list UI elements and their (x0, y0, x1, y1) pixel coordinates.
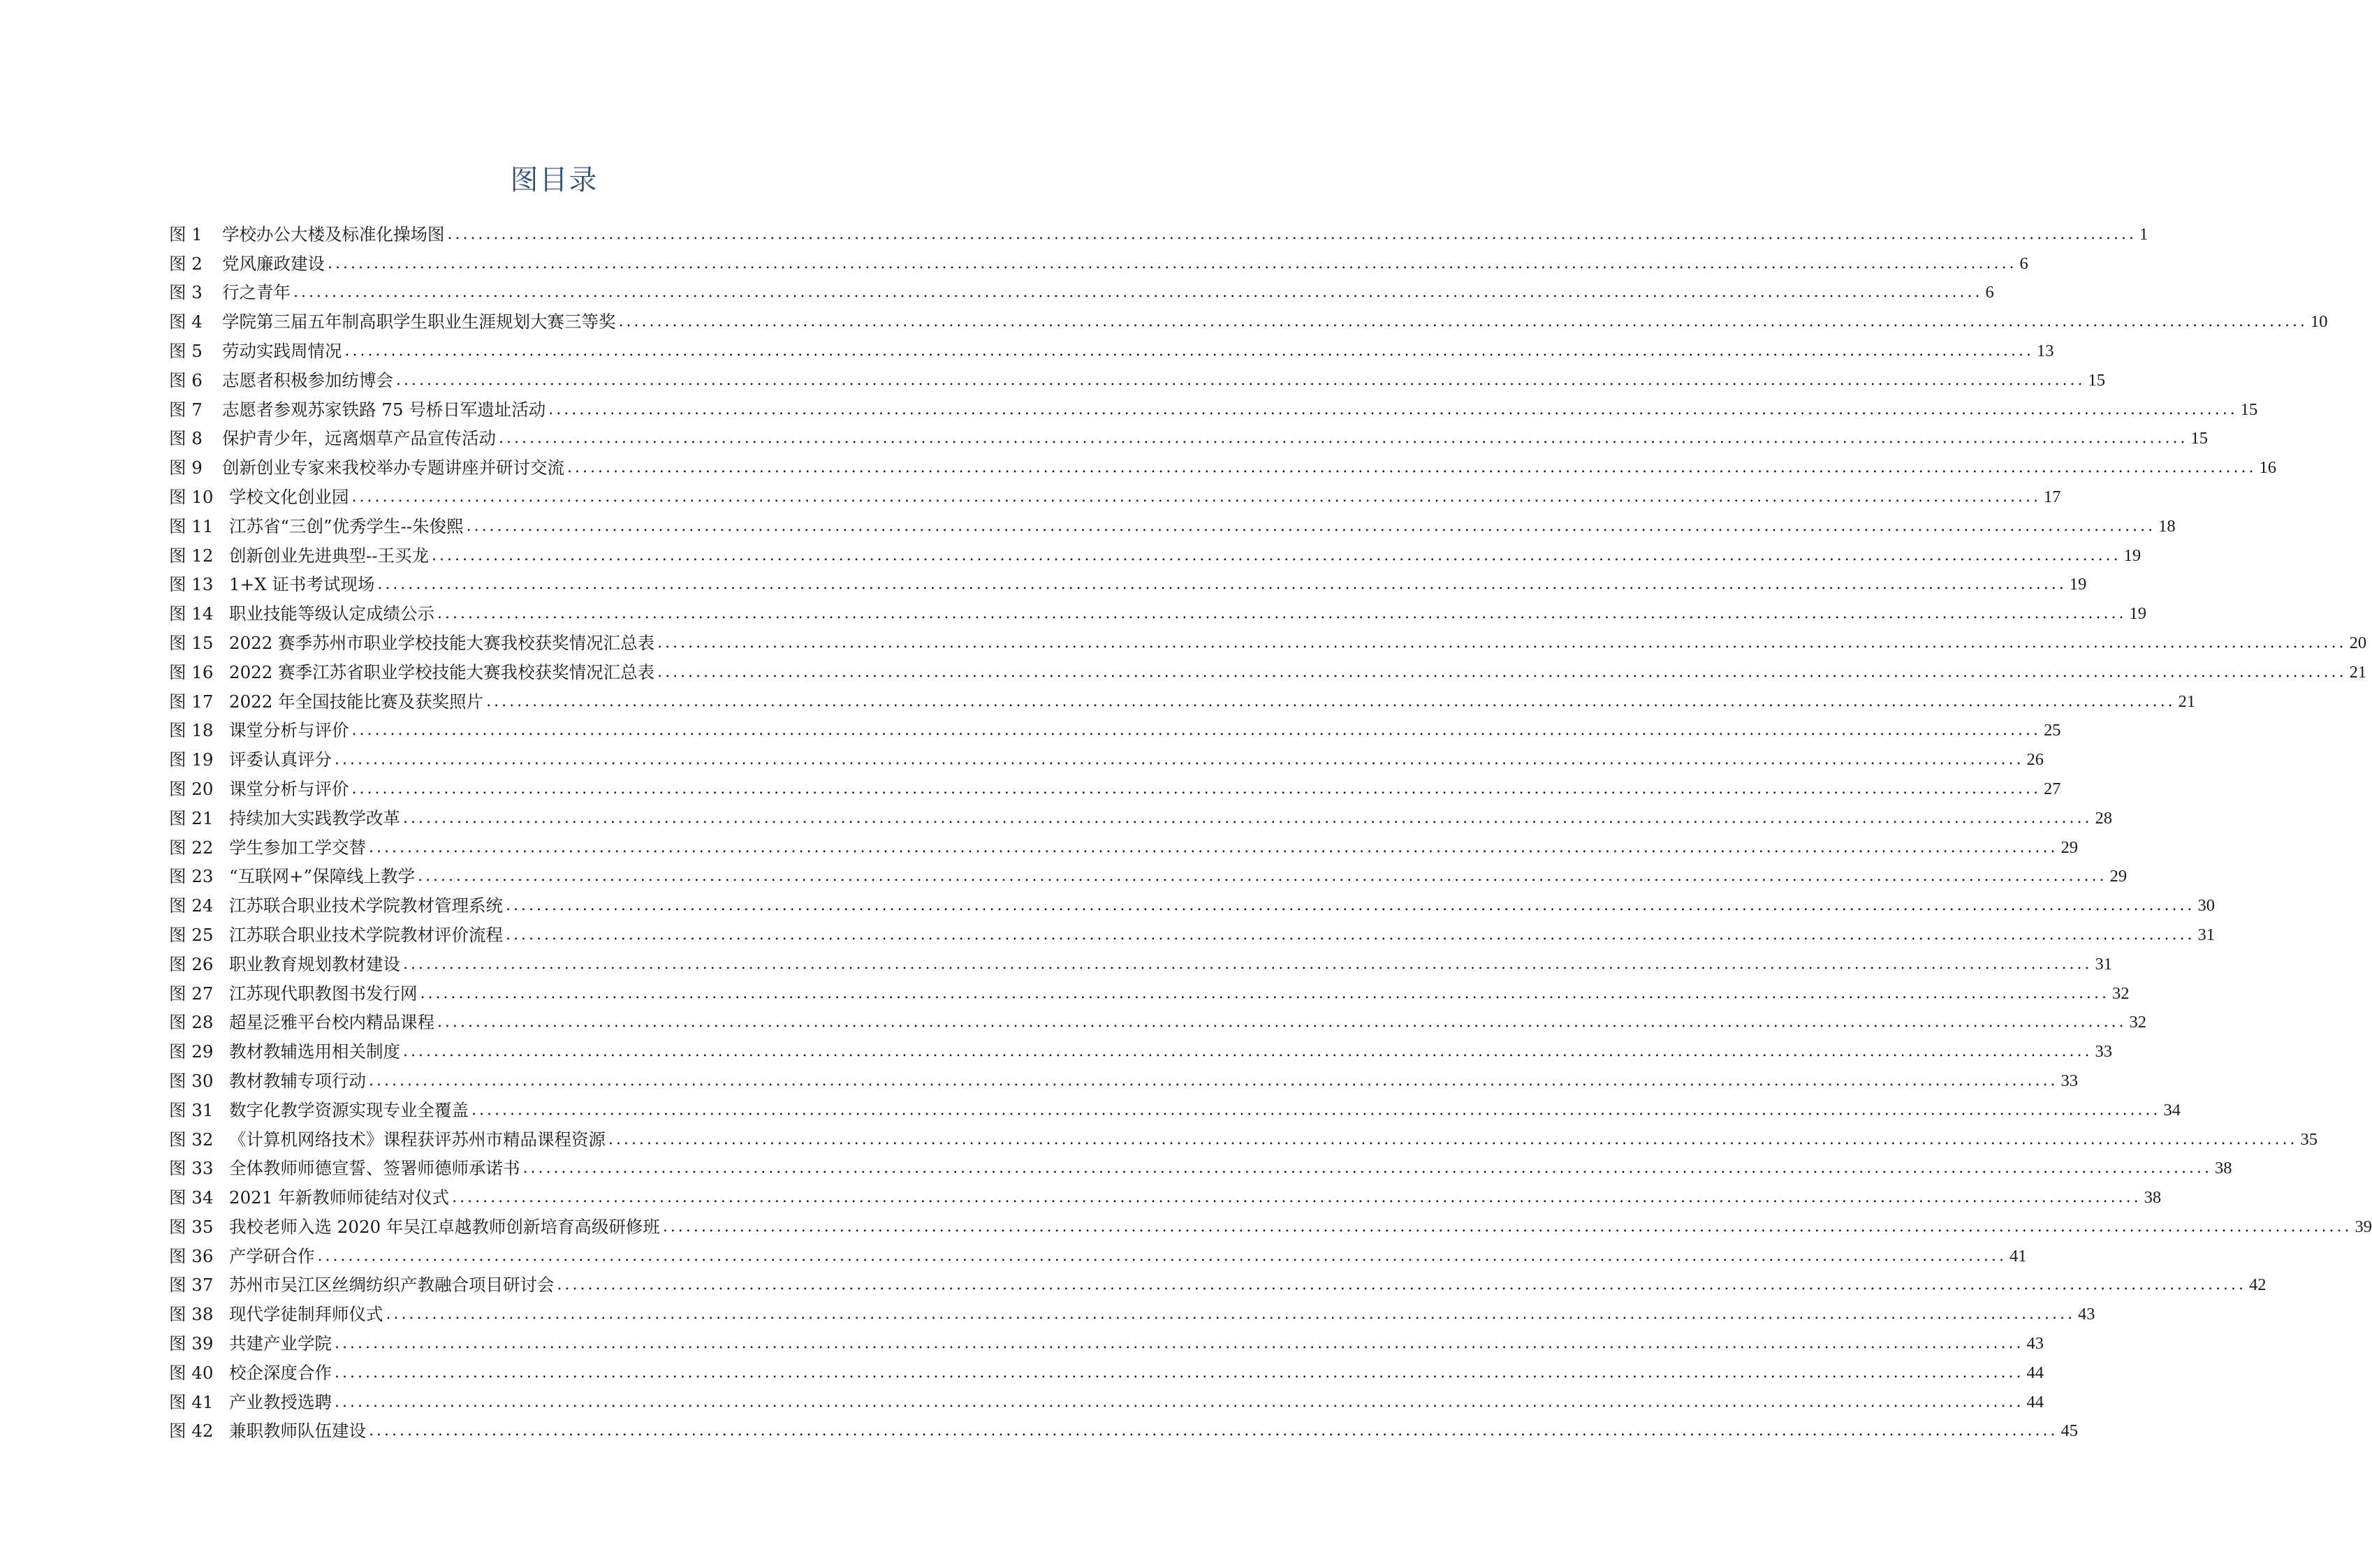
page-number: 43 (2078, 1305, 2095, 1324)
toc-entry[interactable] (169, 976, 2130, 1006)
dot-leader: ............................................................................................................................................................................................................................ (403, 809, 2093, 827)
toc-entry[interactable] (169, 217, 2148, 247)
page-number: 41 (2009, 1246, 2027, 1266)
page-number: 31 (2197, 925, 2215, 944)
figure-number: 图 25 (169, 924, 214, 945)
toc-entry[interactable] (169, 1297, 2095, 1326)
dot-leader: ............................................................................................................................................................................................................................ (471, 1101, 2161, 1119)
page-number: 21 (2349, 662, 2367, 682)
page-number: 42 (2249, 1275, 2267, 1295)
figure-caption: 创新创业专家来我校举办专题讲座并研讨交流 (222, 457, 564, 478)
page-number: 39 (2355, 1217, 2372, 1236)
dot-leader: ............................................................................................................................................................................................................................ (486, 692, 2176, 710)
page-number: 15 (2088, 370, 2105, 390)
dot-leader: ............................................................................................................................................................................................................................ (662, 1217, 2352, 1236)
figure-number: 图 9 (169, 457, 203, 478)
figure-caption: 2021 年新教师师徒结对仪式 (229, 1187, 450, 1208)
dot-leader: ............................................................................................................................................................................................................................ (369, 838, 2058, 856)
toc-entry[interactable] (169, 363, 2105, 393)
dot-leader: ............................................................................................................................................................................................................................ (377, 576, 2067, 594)
toc-entry[interactable] (169, 450, 2276, 480)
toc-entry[interactable] (169, 1093, 2181, 1122)
figure-number: 图 13 (169, 574, 214, 595)
figure-number: 图 19 (169, 749, 214, 770)
figure-caption: 志愿者积极参加纺博会 (222, 369, 393, 390)
dot-leader: ............................................................................................................................................................................................................................ (522, 1159, 2212, 1178)
figure-caption: 1+X 证书考试现场 (229, 574, 375, 595)
page-number: 15 (2190, 429, 2208, 448)
figure-caption: 产业教授选聘 (229, 1391, 332, 1412)
figure-number: 图 10 (169, 486, 214, 507)
dot-leader: ............................................................................................................................................................................................................................ (335, 751, 2024, 769)
page-number: 27 (2044, 779, 2061, 798)
figure-caption: 评委认真评分 (229, 749, 332, 770)
dot-leader: ............................................................................................................................................................................................................................ (437, 605, 2127, 623)
dot-leader: ............................................................................................................................................................................................................................ (657, 663, 2347, 681)
figure-caption: 保护青少年，远离烟草产品宣传活动 (222, 428, 496, 449)
page-number: 25 (2044, 721, 2061, 740)
dot-leader: ............................................................................................................................................................................................................................ (447, 225, 2137, 243)
dot-leader: ............................................................................................................................................................................................................................ (557, 1276, 2246, 1294)
dot-leader: ............................................................................................................................................................................................................................ (351, 779, 2041, 798)
figure-caption: 江苏现代职教图书发行网 (229, 983, 418, 1004)
figure-caption: 数字化教学资源实现专业全覆盖 (229, 1099, 469, 1120)
toc-entry[interactable] (169, 1326, 2044, 1356)
page-number: 13 (2037, 341, 2054, 360)
toc-entry[interactable] (169, 480, 2061, 509)
toc-entry[interactable] (169, 393, 2258, 422)
dot-leader: ............................................................................................................................................................................................................................ (328, 254, 2017, 272)
figure-caption: 课堂分析与评价 (229, 778, 349, 799)
figure-number: 图 20 (169, 778, 214, 799)
page-number: 1 (2139, 224, 2148, 244)
figure-caption: 学院第三届五年制高职学生职业生涯规划大赛三等奖 (222, 312, 616, 332)
dot-leader: ............................................................................................................................................................................................................................ (548, 400, 2238, 418)
dot-leader: ............................................................................................................................................................................................................................ (466, 517, 2156, 535)
toc-entry[interactable] (169, 1034, 2112, 1064)
figure-caption: 《计算机网络技术》课程获评苏州市精品课程资源 (229, 1129, 606, 1150)
toc-entry[interactable] (169, 422, 2208, 451)
page-number: 30 (2197, 896, 2215, 916)
figure-number: 图 18 (169, 720, 214, 741)
page-number: 31 (2095, 954, 2112, 974)
toc-entry[interactable] (169, 334, 2054, 363)
figure-number: 图 37 (169, 1275, 214, 1296)
page-number: 34 (2163, 1100, 2181, 1120)
toc-entry[interactable] (169, 918, 2215, 947)
figure-number: 图 11 (169, 515, 214, 536)
figure-number: 图 41 (169, 1391, 214, 1412)
page-title: 图目录 (510, 164, 599, 196)
figure-number: 图 22 (169, 837, 214, 858)
toc-entry[interactable] (169, 596, 2146, 626)
dot-leader: ............................................................................................................................................................................................................................ (403, 1043, 2093, 1061)
dot-leader: ............................................................................................................................................................................................................................ (608, 1130, 2298, 1148)
figure-number: 图 7 (169, 399, 203, 420)
dot-leader: ............................................................................................................................................................................................................................ (437, 1013, 2127, 1032)
toc-entry[interactable] (169, 509, 2176, 538)
page-number: 32 (2129, 1013, 2146, 1032)
toc-entry[interactable] (169, 1356, 2044, 1385)
toc-entry[interactable] (169, 1268, 2267, 1298)
figure-number: 图 24 (169, 895, 214, 916)
page-number: 38 (2215, 1159, 2232, 1178)
toc-entry[interactable] (169, 801, 2112, 830)
figure-list (169, 217, 2372, 1443)
figure-caption: 超星泛雅平台校内精品课程 (229, 1012, 434, 1033)
figure-caption: 共建产业学院 (229, 1333, 332, 1354)
toc-entry[interactable] (169, 1239, 2027, 1268)
toc-entry[interactable] (169, 626, 2367, 655)
figure-caption: 创新创业先进典型--王买龙 (229, 545, 430, 566)
dot-leader: ............................................................................................................................................................................................................................ (335, 1363, 2024, 1382)
dot-leader: ............................................................................................................................................................................................................................ (499, 430, 2188, 448)
figure-caption: 课堂分析与评价 (229, 720, 349, 741)
figure-number: 图 33 (169, 1158, 214, 1179)
page-number: 19 (2129, 604, 2146, 624)
toc-entry[interactable] (169, 568, 2087, 597)
figure-number: 图 4 (169, 312, 203, 332)
toc-entry[interactable] (169, 247, 2028, 276)
toc-entry[interactable] (169, 305, 2328, 334)
figure-number: 图 3 (169, 282, 203, 303)
toc-entry[interactable] (169, 538, 2142, 568)
dot-leader: ............................................................................................................................................................................................................................ (396, 371, 2086, 389)
figure-caption: 产学研合作 (229, 1245, 315, 1266)
figure-number: 图 31 (169, 1099, 214, 1120)
figure-number: 图 6 (169, 369, 203, 390)
figure-caption: “互联网+”保障线上教学 (229, 866, 416, 887)
dot-leader: ............................................................................................................................................................................................................................ (386, 1305, 2075, 1324)
page-number: 17 (2044, 487, 2061, 506)
dot-leader: ............................................................................................................................................................................................................................ (351, 721, 2041, 740)
figure-caption: 江苏联合职业技术学院教材评价流程 (229, 924, 503, 945)
figure-caption: 现代学徒制拜师仪式 (229, 1304, 383, 1325)
page-number: 28 (2095, 808, 2112, 828)
figure-caption: 全体教师师德宣誓、签署师德师承诺书 (229, 1158, 520, 1179)
figure-caption: 行之青年 (222, 282, 291, 303)
page-number: 44 (2026, 1363, 2044, 1382)
page-number: 45 (2060, 1421, 2078, 1441)
dot-leader: ............................................................................................................................................................................................................................ (418, 867, 2107, 886)
page-number: 18 (2158, 516, 2176, 536)
page-number: 19 (2123, 545, 2142, 565)
dot-leader: ............................................................................................................................................................................................................................ (369, 1071, 2058, 1090)
figure-number: 图 34 (169, 1187, 214, 1208)
toc-entry[interactable] (169, 1180, 2162, 1210)
page-number: 6 (1985, 283, 1994, 302)
figure-number: 图 28 (169, 1012, 214, 1033)
page-number: 19 (2069, 575, 2087, 594)
toc-entry[interactable] (169, 830, 2078, 860)
figure-number: 图 30 (169, 1070, 214, 1091)
figure-caption: 兼职教师队伍建设 (229, 1421, 366, 1442)
toc-entry[interactable] (169, 684, 2196, 714)
figure-caption: 校企深度合作 (229, 1362, 332, 1383)
figure-caption: 江苏联合职业技术学院教材管理系统 (229, 895, 503, 916)
figure-number: 图 35 (169, 1216, 214, 1237)
page-number: 29 (2060, 837, 2078, 857)
toc-entry[interactable] (169, 1064, 2078, 1093)
dot-leader: ............................................................................................................................................................................................................................ (293, 284, 1983, 302)
figure-caption: 持续加大实践教学改革 (229, 807, 400, 828)
page-number: 15 (2240, 400, 2258, 419)
figure-number: 图 40 (169, 1362, 214, 1383)
page-number: 29 (2109, 867, 2128, 886)
figure-number: 图 21 (169, 807, 214, 828)
figure-number: 图 29 (169, 1041, 214, 1062)
figure-caption: 学校文化创业园 (229, 486, 349, 507)
toc-entry[interactable] (169, 888, 2215, 918)
figure-caption: 2022 赛季江苏省职业学校技能大赛我校获奖情况汇总表 (229, 661, 655, 682)
figure-number: 图 1 (169, 224, 203, 244)
figure-caption: 职业技能等级认定成绩公示 (229, 603, 434, 624)
figure-number: 图 39 (169, 1333, 214, 1354)
toc-entry[interactable] (169, 1414, 2078, 1444)
figure-caption: 党风廉政建设 (222, 253, 325, 274)
figure-caption: 2022 年全国技能比赛及获奖照片 (229, 691, 484, 712)
toc-entry[interactable] (169, 947, 2112, 976)
toc-entry[interactable] (169, 276, 1994, 305)
toc-entry[interactable] (169, 1210, 2372, 1239)
page-number: 43 (2026, 1334, 2044, 1354)
dot-leader: ............................................................................................................................................................................................................................ (452, 1189, 2142, 1207)
page-number: 10 (2311, 312, 2328, 332)
page-number: 21 (2178, 691, 2196, 711)
page-number: 44 (2026, 1392, 2044, 1412)
figure-caption: 教材教辅专项行动 (229, 1070, 366, 1091)
figure-caption: 2022 赛季苏州市职业学校技能大赛我校获奖情况汇总表 (229, 632, 655, 653)
page-number: 32 (2112, 983, 2130, 1003)
page-number: 35 (2300, 1129, 2318, 1149)
figure-caption: 江苏省“三创”优秀学生--朱俊熙 (229, 515, 464, 536)
toc-entry[interactable] (169, 742, 2044, 772)
figure-number: 图 17 (169, 691, 214, 712)
figure-caption: 职业教育规划教材建设 (229, 953, 400, 974)
toc-entry[interactable] (169, 714, 2061, 743)
figure-caption: 志愿者参观苏家铁路 75 号桥日军遗址活动 (222, 399, 546, 420)
dot-leader: ............................................................................................................................................................................................................................ (335, 1393, 2024, 1411)
page-number: 16 (2259, 458, 2276, 478)
dot-leader: ............................................................................................................................................................................................................................ (369, 1422, 2058, 1440)
figure-number: 图 26 (169, 953, 214, 974)
dot-leader: ............................................................................................................................................................................................................................ (335, 1335, 2024, 1353)
dot-leader: ............................................................................................................................................................................................................................ (618, 313, 2308, 331)
dot-leader: ............................................................................................................................................................................................................................ (420, 984, 2109, 1002)
page-number: 26 (2026, 750, 2044, 770)
figure-number: 图 2 (169, 253, 203, 274)
dot-leader: ............................................................................................................................................................................................................................ (567, 459, 2257, 477)
toc-entry[interactable] (169, 1122, 2318, 1152)
dot-leader: ............................................................................................................................................................................................................................ (657, 633, 2347, 652)
dot-leader: ............................................................................................................................................................................................................................ (351, 488, 2041, 506)
toc-entry[interactable] (169, 860, 2128, 889)
figure-number: 图 23 (169, 866, 214, 887)
toc-entry[interactable] (169, 1385, 2044, 1414)
figure-number: 图 42 (169, 1421, 214, 1442)
figure-number: 图 15 (169, 632, 214, 653)
figure-number: 图 12 (169, 545, 214, 566)
figure-caption: 劳动实践周情况 (222, 340, 342, 361)
figure-number: 图 38 (169, 1304, 214, 1325)
dot-leader: ............................................................................................................................................................................................................................ (317, 1247, 2007, 1265)
figure-number: 图 14 (169, 603, 214, 624)
toc-entry[interactable] (169, 655, 2367, 684)
figure-number: 图 36 (169, 1245, 214, 1266)
figure-number: 图 16 (169, 661, 214, 682)
figure-caption: 教材教辅选用相关制度 (229, 1041, 400, 1062)
figure-number: 图 5 (169, 340, 203, 361)
dot-leader: ............................................................................................................................................................................................................................ (432, 546, 2121, 564)
toc-entry[interactable] (169, 1152, 2232, 1181)
page-number: 33 (2095, 1042, 2112, 1062)
page-number: 20 (2349, 633, 2367, 652)
page-number: 38 (2144, 1188, 2162, 1208)
page-number: 6 (2019, 254, 2028, 273)
figure-number: 图 32 (169, 1129, 214, 1150)
figure-caption: 我校老师入选 2020 年吴江卓越教师创新培育高级研修班 (229, 1216, 660, 1237)
figure-number: 图 8 (169, 428, 203, 449)
figure-caption: 学生参加工学交替 (229, 837, 366, 858)
toc-entry[interactable] (169, 1006, 2146, 1035)
dot-leader: ............................................................................................................................................................................................................................ (506, 925, 2195, 944)
toc-entry[interactable] (169, 772, 2061, 801)
figure-number: 图 27 (169, 983, 214, 1004)
dot-leader: ............................................................................................................................................................................................................................ (344, 342, 2034, 360)
dot-leader: ............................................................................................................................................................................................................................ (403, 955, 2093, 973)
dot-leader: ............................................................................................................................................................................................................................ (506, 897, 2195, 915)
figure-caption: 学校办公大楼及标准化操场图 (222, 224, 445, 244)
page-number: 33 (2060, 1071, 2078, 1090)
figure-caption: 苏州市吴江区丝绸纺织产教融合项目研讨会 (229, 1275, 555, 1296)
